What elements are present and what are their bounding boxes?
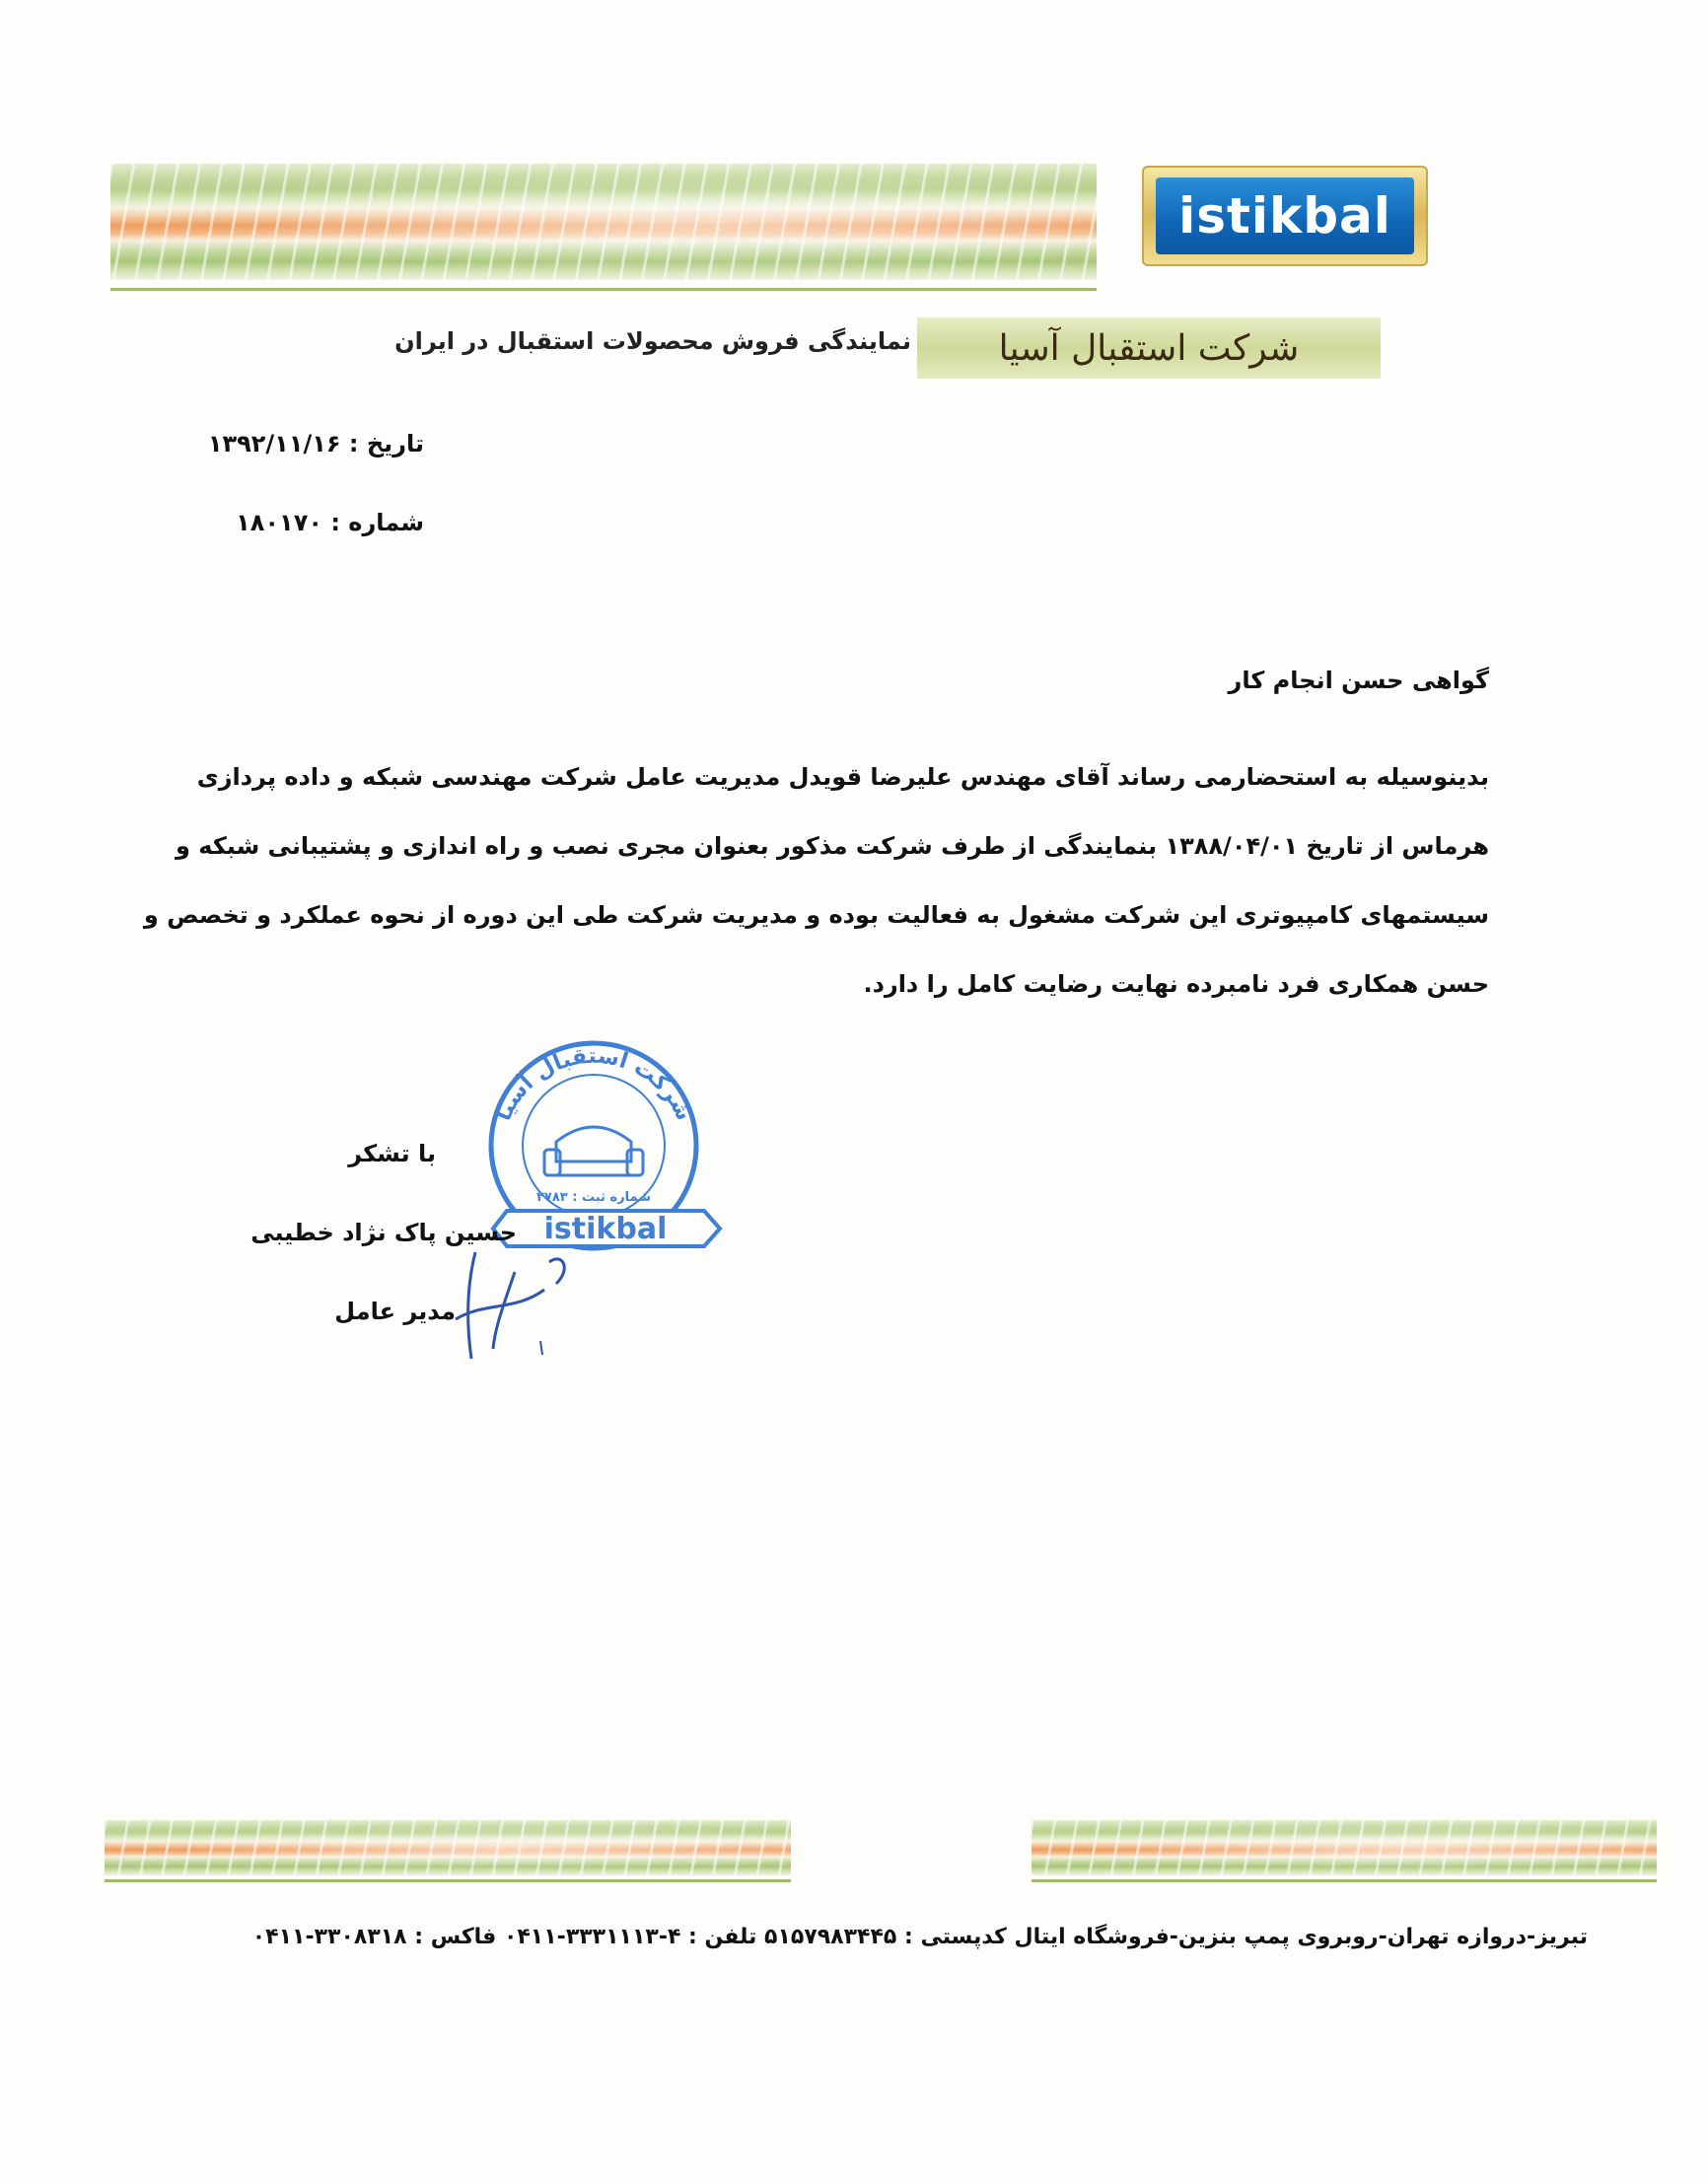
signer-title: مدیر عامل bbox=[334, 1298, 456, 1325]
footer-rule-right bbox=[1032, 1879, 1657, 1882]
handwritten-signature bbox=[446, 1232, 604, 1371]
istikbal-logo bbox=[1142, 166, 1428, 266]
closing-thanks: با تشکر bbox=[348, 1140, 436, 1167]
company-tagline: نمایندگی فروش محصولات استقبال در ایران bbox=[394, 327, 911, 355]
letter-body-line: بدینوسیله به استحضارمی رساند آقای مهندس علیرضا قویدل مدیریت عامل شرکت مهندسی شبکه و داده پردازی bbox=[196, 763, 1489, 791]
letter-subject: گواهی حسن انجام کار bbox=[1228, 667, 1489, 694]
signer-name: حسین پاک نژاد خطیبی bbox=[250, 1219, 517, 1246]
stamp-arc-text: شرکت استقبال آسیا bbox=[491, 1043, 696, 1125]
letter-date: تاریخ : ۱۳۹۲/۱۱/۱۶ bbox=[207, 430, 424, 458]
stamp-brand: istikbal bbox=[543, 1212, 668, 1246]
company-name-box bbox=[917, 317, 1381, 379]
letter-number: شماره : ۱۸۰۱۷۰ bbox=[236, 509, 424, 536]
logo-text: istikbal bbox=[1178, 187, 1391, 245]
footer-decor-band-left bbox=[105, 1820, 791, 1875]
letter-body-line: هرماس از تاریخ ۱۳۸۸/۰۴/۰۱ بنمایندگی از طرف شرکت مذکور بعنوان مجری نصب و راه اندازی و پشتیبانی شبکه و bbox=[176, 832, 1489, 860]
letter-body-line: سیستمهای کامپیوتری این شرکت مشغول به فعالیت بوده و مدیریت شرکت طی این دوره از نحوه عملکرد و تخصص و bbox=[143, 901, 1489, 929]
sofa-icon bbox=[544, 1127, 643, 1175]
footer-decor-band-right bbox=[1032, 1820, 1657, 1875]
footer-rule-left bbox=[105, 1879, 791, 1882]
letter-body-line: حسن همکاری فرد نامبرده نهایت رضایت کامل را دارد. bbox=[863, 970, 1489, 998]
header-rule bbox=[110, 288, 1097, 291]
company-name: شرکت استقبال آسیا bbox=[998, 327, 1300, 369]
stamp-reg-number: شماره ثبت : ۲۷۸۳ bbox=[535, 1190, 652, 1205]
footer-address: تبریز-دروازه تهران-روبروی پمپ بنزین-فروشگاه ایتال کدپستی : ۵۱۵۷۹۸۳۴۴۵ تلفن : ۴-۳۳۳۱۱۱۳-۰۴۱۱ فاکس : ۳۳۰۸۳۱۸-۰۴۱۱ bbox=[251, 1925, 1588, 1949]
header-decor-band bbox=[110, 164, 1097, 280]
